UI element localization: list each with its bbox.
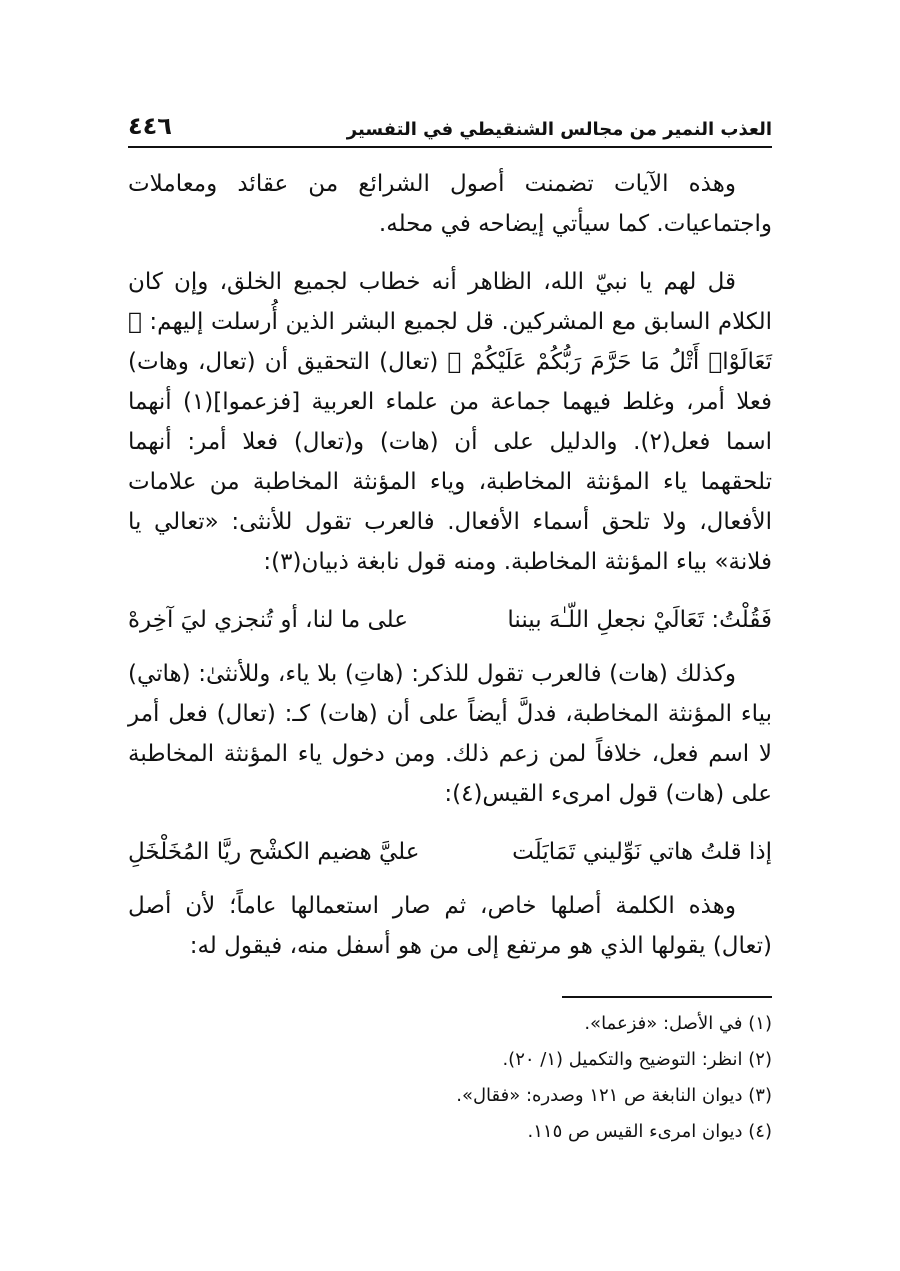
header-divider [128,146,772,148]
book-page [128,96,772,1150]
verse-first-hemistich: فَقُلْتُ: تَعَالَيْ نجعلِ اللّـٰهَ بيننا [507,607,772,633]
running-head-title: العذب النمير من مجالس الشنقيطي في التفسير [346,119,772,140]
page-number: ٤٤٦ [128,112,172,140]
running-header [128,96,772,140]
footnote: (٤) ديوان امرىء القيس ص ١١٥. [527,1121,772,1142]
paragraph-hat: وكذلك (هات) فالعرب تقول للذكر: (هاتِ) بلا ياء، وللأنثىٰ: (هاتي) بياء المؤنثة المخاطبة، فدلَّ أيضاً على أن (هات) كـ: (تعال) فعل أمر لا اسم فعل، خلافاً لمن زعم ذلك. ومن دخول ياء المؤنثة المخاطبة على (هات) قول امرىء القيس(٤): [128,661,772,807]
footnote: (١) في الأصل: «فزعما». [584,1013,772,1034]
paragraph-taala-hat: قل لهم يا نبيّ الله، الظاهر أنه خطاب لجميع الخلق، وإن كان الكلام السابق مع المشركين. قل لجميع البشر الذين أُرسلت إليهم: ﴿ تَعَالَوْا۟ أَتْلُ مَا حَرَّمَ رَبُّكُمْ عَلَيْكُمْ ﴾ (تعال) التحقيق أن (تعال، وهات) فعلا أمر، وغلط فيهما جماعة من علماء العربية [فزعموا](١) أنهما اسما فعل(٢). والدليل على أن (هات) و(تعال) فعلا أمر: أنهما تلحقهما ياء المؤنثة المخاطبة، وياء المؤنثة المخاطبة من علامات الأفعال، ولا تلحق أسماء الأفعال. فالعرب تقول للأنثى: «تعالي يا فلانة» بياء المؤنثة المخاطبة. ومنه قول نابغة ذبيان(٣): [128,269,773,575]
footnote: (٣) ديوان النابغة ص ١٢١ وصدره: «فقال». [456,1085,772,1106]
verse-first-hemistich: إذا قلتُ هاتي نَوِّليني تَمَايَلَت [512,839,772,865]
verse-second-hemistich: على ما لنا، أو تُنجزي ليَ آخِرهْ [128,607,408,633]
paragraph-intro: وهذه الآيات تضمنت أصول الشرائع من عقائد ومعاملات واجتماعيات. كما سيأتي إيضاحه في محله. [128,171,772,237]
footnote: (٢) انظر: التوضيح والتكميل (١/ ٢٠). [502,1049,772,1070]
footnote-divider [562,996,772,998]
paragraph-origin: وهذه الكلمة أصلها خاص، ثم صار استعمالها عاماً؛ لأن أصل (تعال) يقولها الذي هو مرتفع إلى من هو أسفل منه، فيقول له: [128,893,772,959]
verse-nabigha [128,600,772,640]
footnotes-list [128,1006,772,1150]
verse-second-hemistich: عليَّ هضيم الكشْح ريَّا المُخَلْخَلِ [128,839,420,865]
verse-imru-al-qais [128,832,772,872]
